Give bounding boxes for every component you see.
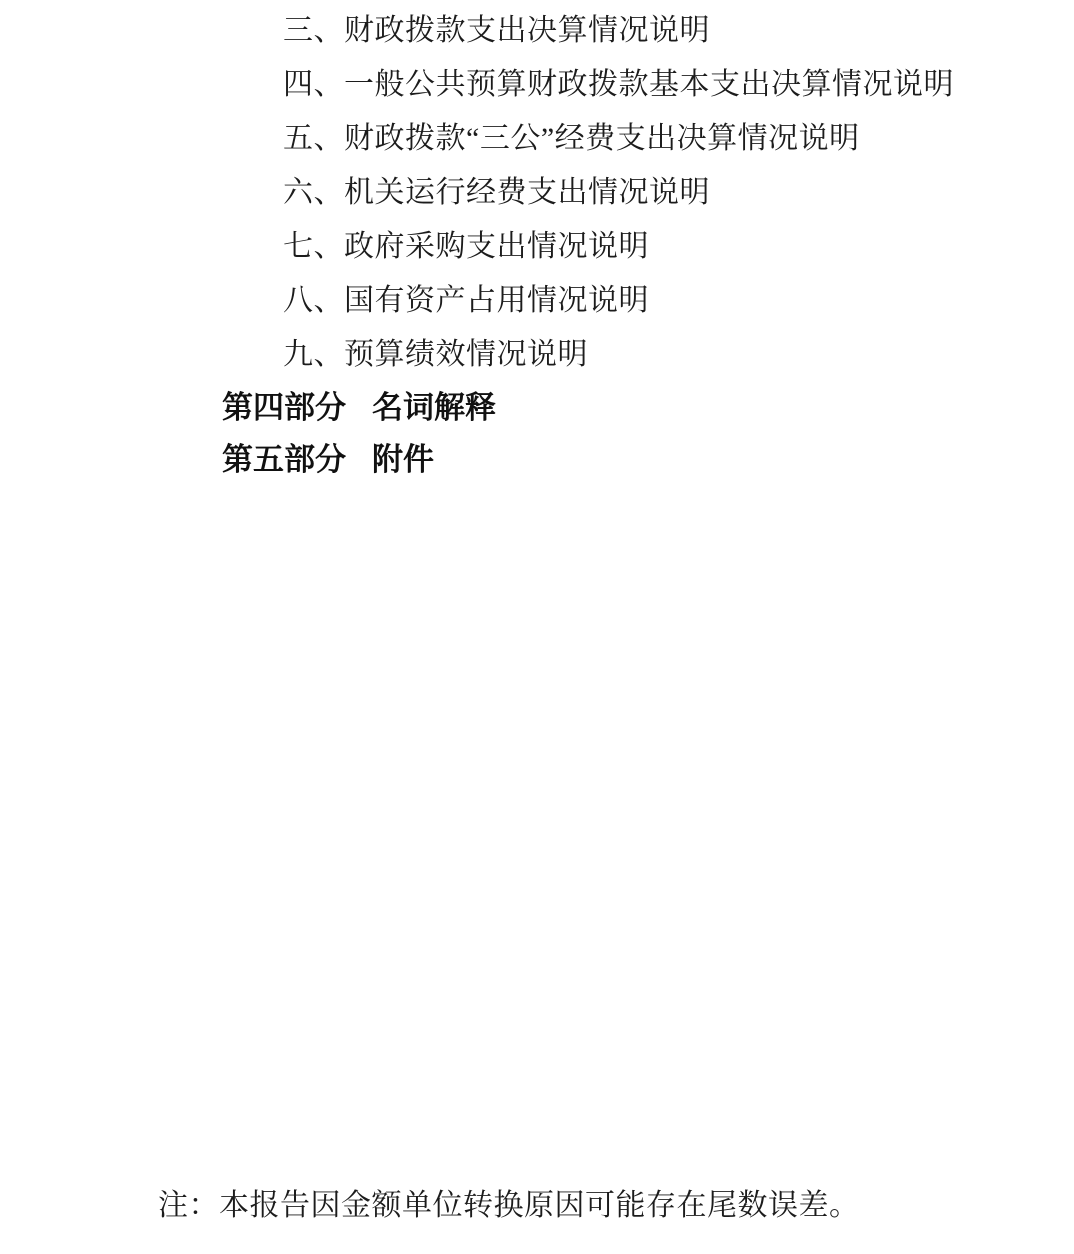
section-heading-part5 <box>0 430 1074 482</box>
toc-item-6: 六、机关运行经费支出情况说明 <box>283 176 710 209</box>
section-label: 第五部分 <box>222 441 346 477</box>
toc-item-8: 八、国有资产占用情况说明 <box>283 284 649 317</box>
toc-item-5: 五、财政拨款“三公”经费支出决算情况说明 <box>283 122 860 155</box>
table-of-contents <box>0 0 1074 482</box>
section-heading-part4 <box>0 378 1074 430</box>
section-title: 附件 <box>372 441 434 477</box>
toc-item-9: 九、预算绩效情况说明 <box>283 338 588 371</box>
section-label: 第四部分 <box>222 389 346 425</box>
toc-item-7: 七、政府采购支出情况说明 <box>283 230 649 263</box>
footnote: 注：本报告因金额单位转换原因可能存在尾数误差。 <box>158 1189 860 1222</box>
section-title: 名词解释 <box>372 389 496 425</box>
toc-item-3: 三、财政拨款支出决算情况说明 <box>283 14 710 47</box>
toc-item-4: 四、一般公共预算财政拨款基本支出决算情况说明 <box>283 68 954 101</box>
